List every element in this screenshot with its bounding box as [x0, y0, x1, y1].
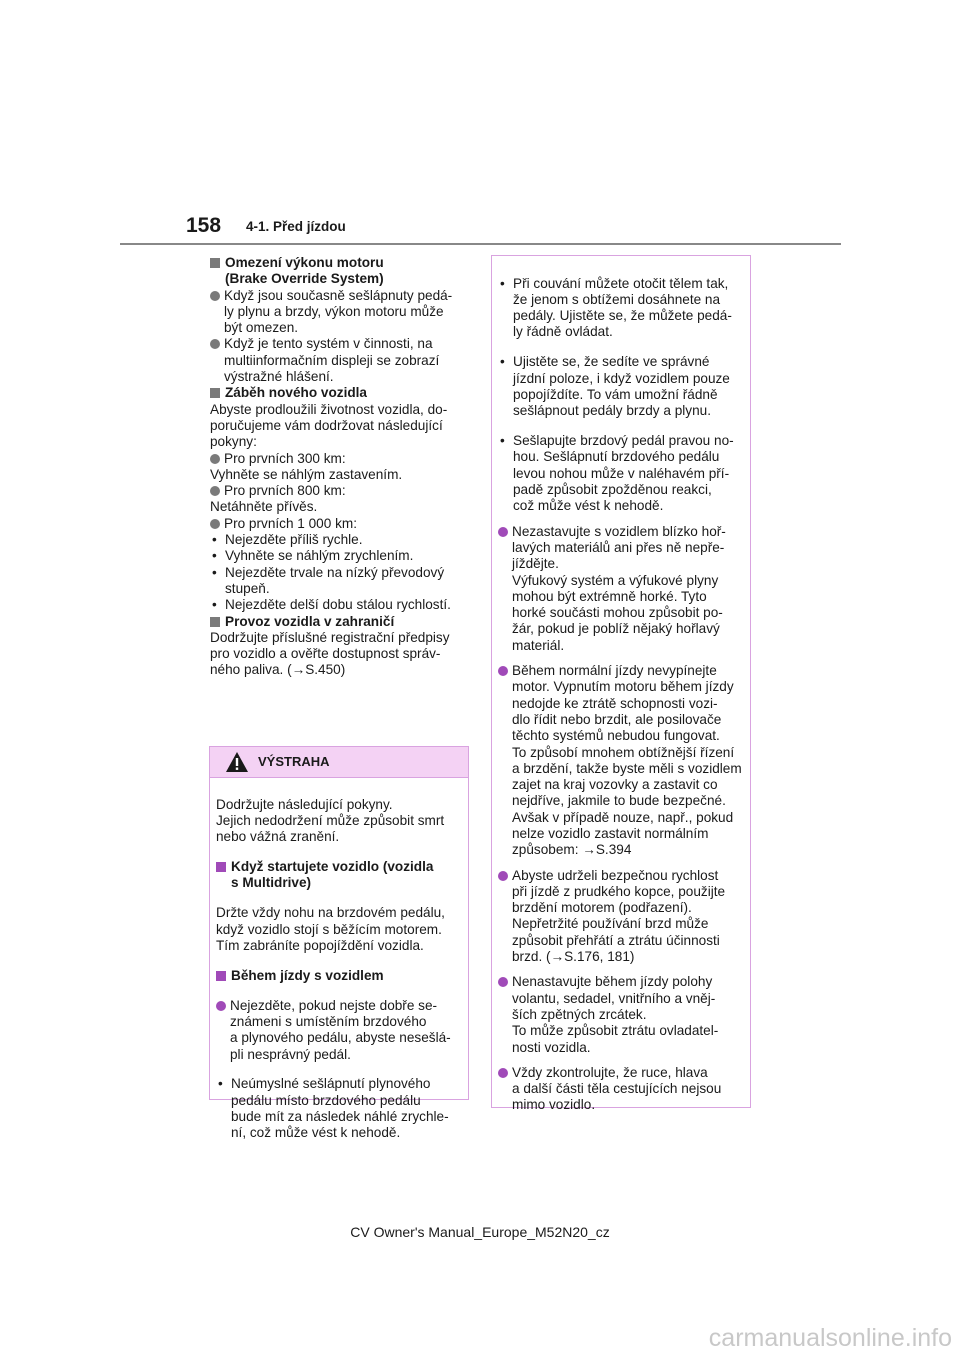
- circle-bullet-icon: [216, 1001, 226, 1011]
- sub-item-text: Nejezděte delší dobu stálou rychlostí.: [225, 597, 451, 613]
- bullet-marker: •: [500, 433, 505, 449]
- paragraph: Dodržujte příslušné registrační předpisy pro vozidlo a ověřte dostupnost správ- ného paliva. (→S.450): [210, 629, 450, 678]
- sub-item: [210, 532, 470, 548]
- warning-header: [210, 747, 468, 778]
- list-item-text: Vždy zkontrolujte, že ruce, hlava a další části těla cestujících nejsou mimo vozidlo.: [512, 1064, 722, 1113]
- list-item-text: Když je tento systém v činnosti, na multiinformačním displeji se zobrazí výstražné hlášení.: [224, 336, 440, 385]
- list-item: [498, 1065, 744, 1114]
- sub-item: [498, 276, 744, 341]
- heading-text: Záběh nového vozidla: [225, 385, 367, 401]
- paragraph: Abyste prodloužili životnost vozidla, do- poručujeme vám dodržovat následující pokyny:: [210, 401, 448, 450]
- circle-bullet-icon: [210, 291, 220, 301]
- bullet-marker: •: [212, 597, 217, 613]
- warning-continued-box: [491, 255, 751, 1113]
- sub-item: [210, 548, 470, 564]
- bullet-marker: •: [218, 1076, 223, 1092]
- sub-item-text: Nejezděte trvale na nízký převodový stupeň.: [225, 564, 445, 596]
- page-number: 158: [186, 214, 222, 237]
- watermark: carmanualsonline.info: [708, 1324, 952, 1352]
- sub-item-text: Ujistěte se, že sedíte ve správné jízdní poloze, i když vozidlem pouze popojíždíte. To vám umožní řádně sešlápnout pedály brzdy a plynu.: [513, 354, 730, 419]
- sub-item-text: Vyhněte se náhlým zrychlením.: [225, 548, 414, 564]
- bullet-marker: •: [500, 354, 505, 370]
- list-item: [210, 483, 470, 499]
- list-item-text: Nejezděte, pokud nejste dobře se- známeni s umístěním brzdového a plynového pedálu, abyste nesešlá- pli nesprávný pedál.: [230, 997, 451, 1062]
- list-item-text: Během normální jízdy nevypínejte motor. Vypnutím motoru během jízdy nedojde ke ztrátě schopnosti vozi- dlo řídit nebo brzdit, ale posilovače těchto systémů nebudou fungovat. To způsobí mnohem obtížnější řízení a brzdění, takže byste měli s vozidlem zajet na kraj vozovky a zastavit co nejdříve, jakmile to bude bezpečné. Avšak v případě nouze, např., pokud nelze vozidlo zastavit normálním způsobem: →S.394: [512, 663, 742, 858]
- section-title: 4-1. Před jízdou: [246, 219, 346, 234]
- bullet-marker: •: [212, 548, 217, 564]
- list-item-text: Nenastavujte během jízdy polohy volantu, sedadel, vnitřního a vněj- ších zpětných zrcátek. To může způsobit ztrátu ovladatel- nosti vozidla.: [512, 974, 719, 1055]
- square-bullet-icon: [210, 388, 220, 398]
- square-bullet-icon: [210, 617, 220, 627]
- circle-bullet-icon: [498, 527, 508, 537]
- heading-text: Provoz vozidla v zahraničí: [225, 613, 395, 629]
- sub-item: [216, 1076, 462, 1141]
- list-item: [498, 663, 744, 859]
- warning-box: [209, 746, 469, 1141]
- bullet-marker: •: [212, 532, 217, 548]
- square-bullet-icon: [216, 971, 226, 981]
- heading-brake-override: [210, 255, 470, 288]
- heading-text: Když startujete vozidlo (vozidla s Multidrive): [231, 859, 434, 891]
- list-item: [210, 288, 470, 337]
- bullet-marker: •: [500, 275, 505, 291]
- list-item: [210, 336, 470, 385]
- list-item-text: Když jsou současně sešlápnuty pedá- ly plynu a brzdy, výkon motoru může být omezen.: [224, 287, 453, 336]
- circle-bullet-icon: [210, 339, 220, 349]
- list-item: [210, 516, 470, 532]
- sub-item: [498, 354, 744, 419]
- list-item-text: Abyste udrželi bezpečnou rychlost při jízdě z prudkého kopce, použijte brzdění motorem (podřazení). Nepřetržité používání brzd může způsobit přehřátí a ztrátu účinnosti brzd. (→S.176, 181): [512, 867, 726, 965]
- paragraph: Dodržujte následující pokyny. Jejich nedodržení může způsobit smrt nebo vážná zranění.: [216, 796, 445, 845]
- sub-item-text: Neúmyslné sešlápnutí plynového pedálu místo brzdového pedálu bude mít za následek náhlé zrychle- ní, což může vést k nehodě.: [231, 1076, 449, 1141]
- circle-bullet-icon: [210, 454, 220, 464]
- paragraph: Netáhněte přívěs.: [210, 499, 318, 515]
- heading-driving: [216, 968, 462, 984]
- heading-starting: [216, 859, 462, 892]
- sub-item-text: Nejezděte příliš rychle.: [225, 532, 363, 548]
- warning-body: [210, 778, 468, 1142]
- list-item: [210, 451, 470, 467]
- list-item: [216, 998, 462, 1063]
- warning-triangle-icon: [225, 751, 249, 773]
- paragraph: Držte vždy nohu na brzdovém pedálu, když vozidlo stojí s běžícím motorem. Tím zabráníte popojíždění vozidla.: [216, 905, 445, 953]
- list-item-text: Pro prvních 1 000 km:: [224, 515, 357, 531]
- sub-item: [210, 565, 470, 598]
- sub-item: [498, 433, 744, 514]
- heading-abroad: [210, 614, 470, 630]
- square-bullet-icon: [216, 862, 226, 872]
- warning-continued-body: [492, 256, 750, 1114]
- sub-item: [210, 597, 470, 613]
- list-item-text: Nezastavujte s vozidlem blízko hoř- lavých materiálů ani přes ně nepře- jíždějte. Výfukový systém a výfukové plyny mohou být extrémně horké. Tyto horké součásti mohou způsobit po- žár, pokud je poblíž nějaký hořlavý materiál.: [512, 523, 726, 653]
- footer-text: CV Owner's Manual_Europe_M52N20_cz: [350, 1224, 610, 1240]
- circle-bullet-icon: [498, 977, 508, 987]
- header-rule: [120, 243, 841, 245]
- paragraph: Vyhněte se náhlým zastavením.: [210, 466, 403, 482]
- heading-break-in: [210, 385, 470, 401]
- circle-bullet-icon: [498, 1068, 508, 1078]
- warning-title: VÝSTRAHA: [258, 754, 330, 769]
- circle-bullet-icon: [498, 871, 508, 881]
- list-item-text: Pro prvních 800 km:: [224, 483, 346, 499]
- circle-bullet-icon: [210, 486, 220, 496]
- square-bullet-icon: [210, 258, 220, 268]
- sub-item-text: Při couvání můžete otočit tělem tak, že jenom s obtížemi dosáhnete na pedály. Ujistěte se, že můžete pedá- ly řádně ovládat.: [513, 275, 732, 340]
- circle-bullet-icon: [210, 519, 220, 529]
- heading-text: Omezení výkonu motoru (Brake Override System): [225, 255, 384, 287]
- circle-bullet-icon: [498, 666, 508, 676]
- list-item: [498, 974, 744, 1055]
- list-item-text: Pro prvních 300 km:: [224, 450, 346, 466]
- sub-item-text: Sešlapujte brzdový pedál pravou no- hou. Sešlápnutí brzdového pedálu levou nohou může v naléhavém pří- padě způsobit zpožděnou reakci, což může vést k nehodě.: [513, 433, 734, 514]
- list-item: [498, 868, 744, 966]
- list-item: [498, 524, 744, 654]
- left-column: [210, 255, 470, 679]
- bullet-marker: •: [212, 564, 217, 580]
- heading-text: Během jízdy s vozidlem: [231, 967, 384, 983]
